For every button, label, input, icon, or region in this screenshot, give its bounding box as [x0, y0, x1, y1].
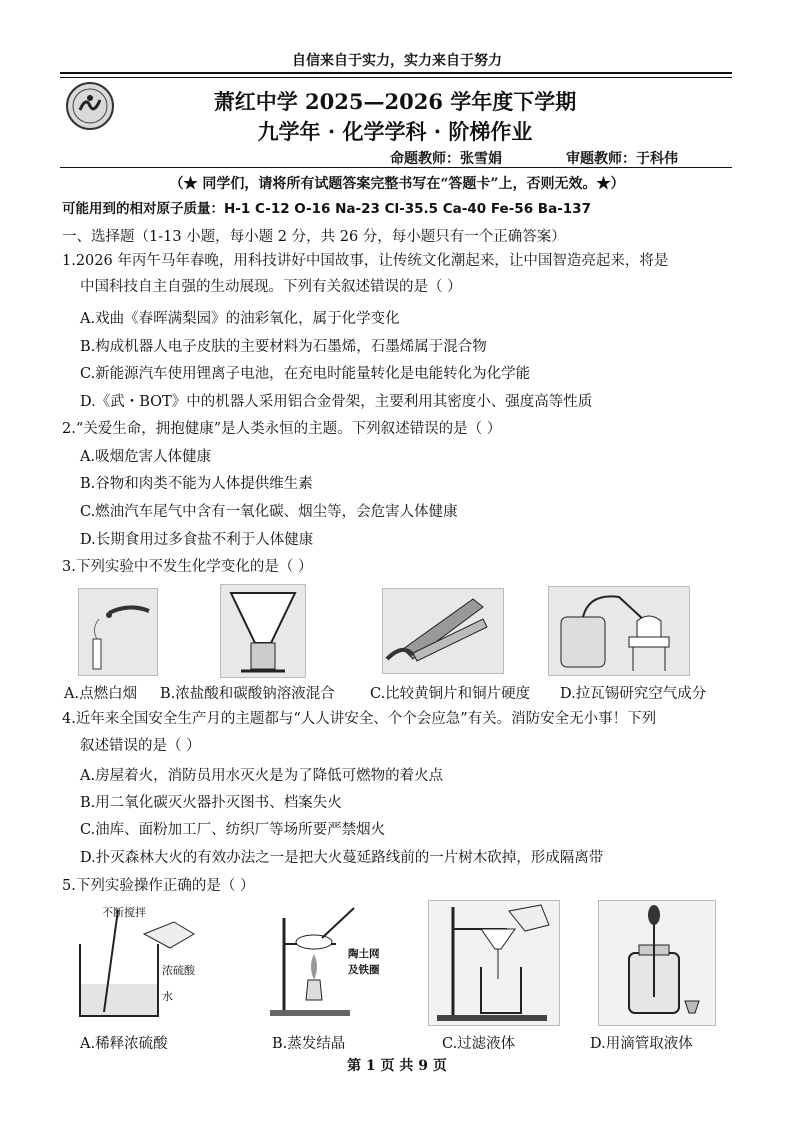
figure-brass-copper-hardness: [382, 588, 504, 674]
page-title: 萧红中学 2025—2026 学年度下学期: [213, 89, 577, 114]
question-5-option-a: A.稀释浓硫酸: [80, 1036, 168, 1052]
figure-acid-carbonate-mix: [220, 584, 306, 678]
teacher-info: [390, 148, 678, 168]
question-2-stem: 2.“关爱生命，拥抱健康”是人类永恒的主题。下列叙述错误的是（ ）: [62, 421, 502, 437]
question-3-option-c: C.比较黄铜片和铜片硬度: [370, 686, 531, 702]
question-4-option-b: B.用二氧化碳灭火器扑灭图书、档案失火: [80, 795, 342, 811]
label-water: 水: [162, 990, 173, 1003]
question-1-option-d: D.《武・BOT》中的机器人采用铝合金骨架，主要利用其密度小、强度高等性质: [80, 394, 593, 410]
question-2-option-b: B.谷物和肉类不能为人体提供维生素: [80, 476, 313, 492]
label-stir: 不断搅拌: [102, 906, 146, 919]
question-1-option-b: B.构成机器人电子皮肤的主要材料为石墨烯，石墨烯属于混合物: [80, 339, 487, 355]
question-5-option-c: C.过滤液体: [442, 1036, 516, 1052]
question-4-stem-cont: 叙述错误的是（ ）: [80, 738, 201, 754]
page-subtitle: 九学年 · 化学学科 · 阶梯作业: [257, 119, 533, 144]
question-2-option-c: C.燃油汽车尾气中含有一氧化碳、烟尘等，会危害人体健康: [80, 504, 458, 520]
question-2-option-a: A.吸烟危害人体健康: [80, 449, 212, 465]
header-rule-bottom: [60, 167, 732, 168]
question-3-stem: 3.下列实验中不发生化学变化的是（ ）: [62, 559, 313, 575]
question-5-option-b: B.蒸发结晶: [272, 1036, 346, 1052]
question-1-stem-cont: 中国科技自主自强的生动展现。下列有关叙述错误的是（ ）: [80, 279, 462, 295]
header-rule-top: [60, 72, 732, 74]
question-1-option-c: C.新能源汽车使用锂离子电池，在充电时能量转化是电能转化为化学能: [80, 366, 531, 382]
page-number: 第 1 页 共 9 页: [347, 1058, 447, 1074]
question-1-stem: 1.2026 年丙午马年春晚，用科技讲好中国故事，让传统文化潮起来，让中国智造亮起来，将是: [62, 253, 669, 269]
question-5-option-d: D.用滴管取液体: [590, 1036, 693, 1052]
school-logo: [66, 82, 114, 130]
question-3-option-a: A.点燃白烟: [64, 686, 138, 702]
figure-light-white-smoke: [78, 588, 158, 676]
question-2-option-d: D.长期食用过多食盐不利于人体健康: [80, 532, 314, 548]
atomic-masses: 可能用到的相对原子质量：H-1 C-12 O-16 Na-23 Cl-35.5 Ca-40 Fe-56 Ba-137: [62, 201, 591, 217]
page-motto: 自信来自于实力，实力来自于努力: [292, 53, 502, 69]
question-5-stem: 5.下列实验操作正确的是（ ）: [62, 878, 255, 894]
figure-lavoisier-air: [548, 586, 690, 676]
question-3-option-d: D.拉瓦锡研究空气成分: [560, 686, 707, 702]
question-1-option-a: A.戏曲《春晖满梨园》的油彩氧化，属于化学变化: [80, 311, 400, 327]
question-4-option-c: C.油库、面粉加工厂、纺织厂等场所要严禁烟火: [80, 822, 386, 838]
figure-evaporation: [262, 904, 390, 1024]
answer-notice: （★ 同学们，请将所有试题答案完整书写在“答题卡”上，否则无效。★）: [169, 176, 625, 192]
section-heading: 一、选择题（1-13 小题，每小题 2 分，共 26 分，每小题只有一个正确答案）: [62, 229, 566, 245]
setter-teacher: 命题教师：张雪娟: [390, 151, 502, 167]
header-rule-top-thin: [60, 77, 732, 78]
question-3-option-b: B.浓盐酸和碳酸钠溶液混合: [160, 686, 335, 702]
label-conc-acid: 浓硫酸: [162, 964, 195, 977]
figure-dropper: [598, 900, 716, 1026]
label-clay-mesh: 陶土网: [348, 948, 380, 960]
reviewer-teacher: 审题教师：于科伟: [566, 151, 678, 167]
question-4-option-d: D.扑灭森林大火的有效办法之一是把大火蔓延路线前的一片树木砍掉，形成隔离带: [80, 850, 604, 866]
label-iron-ring: 及铁圈: [348, 964, 380, 976]
question-4-stem: 4.近年来全国安全生产月的主题都与“人人讲安全、个个会应急”有关。消防安全无小事！下列: [62, 711, 657, 727]
question-4-option-a: A.房屋着火，消防员用水灭火是为了降低可燃物的着火点: [80, 768, 444, 784]
figure-dilute-sulfuric-acid: [74, 904, 202, 1024]
figure-filtration: [428, 900, 560, 1026]
